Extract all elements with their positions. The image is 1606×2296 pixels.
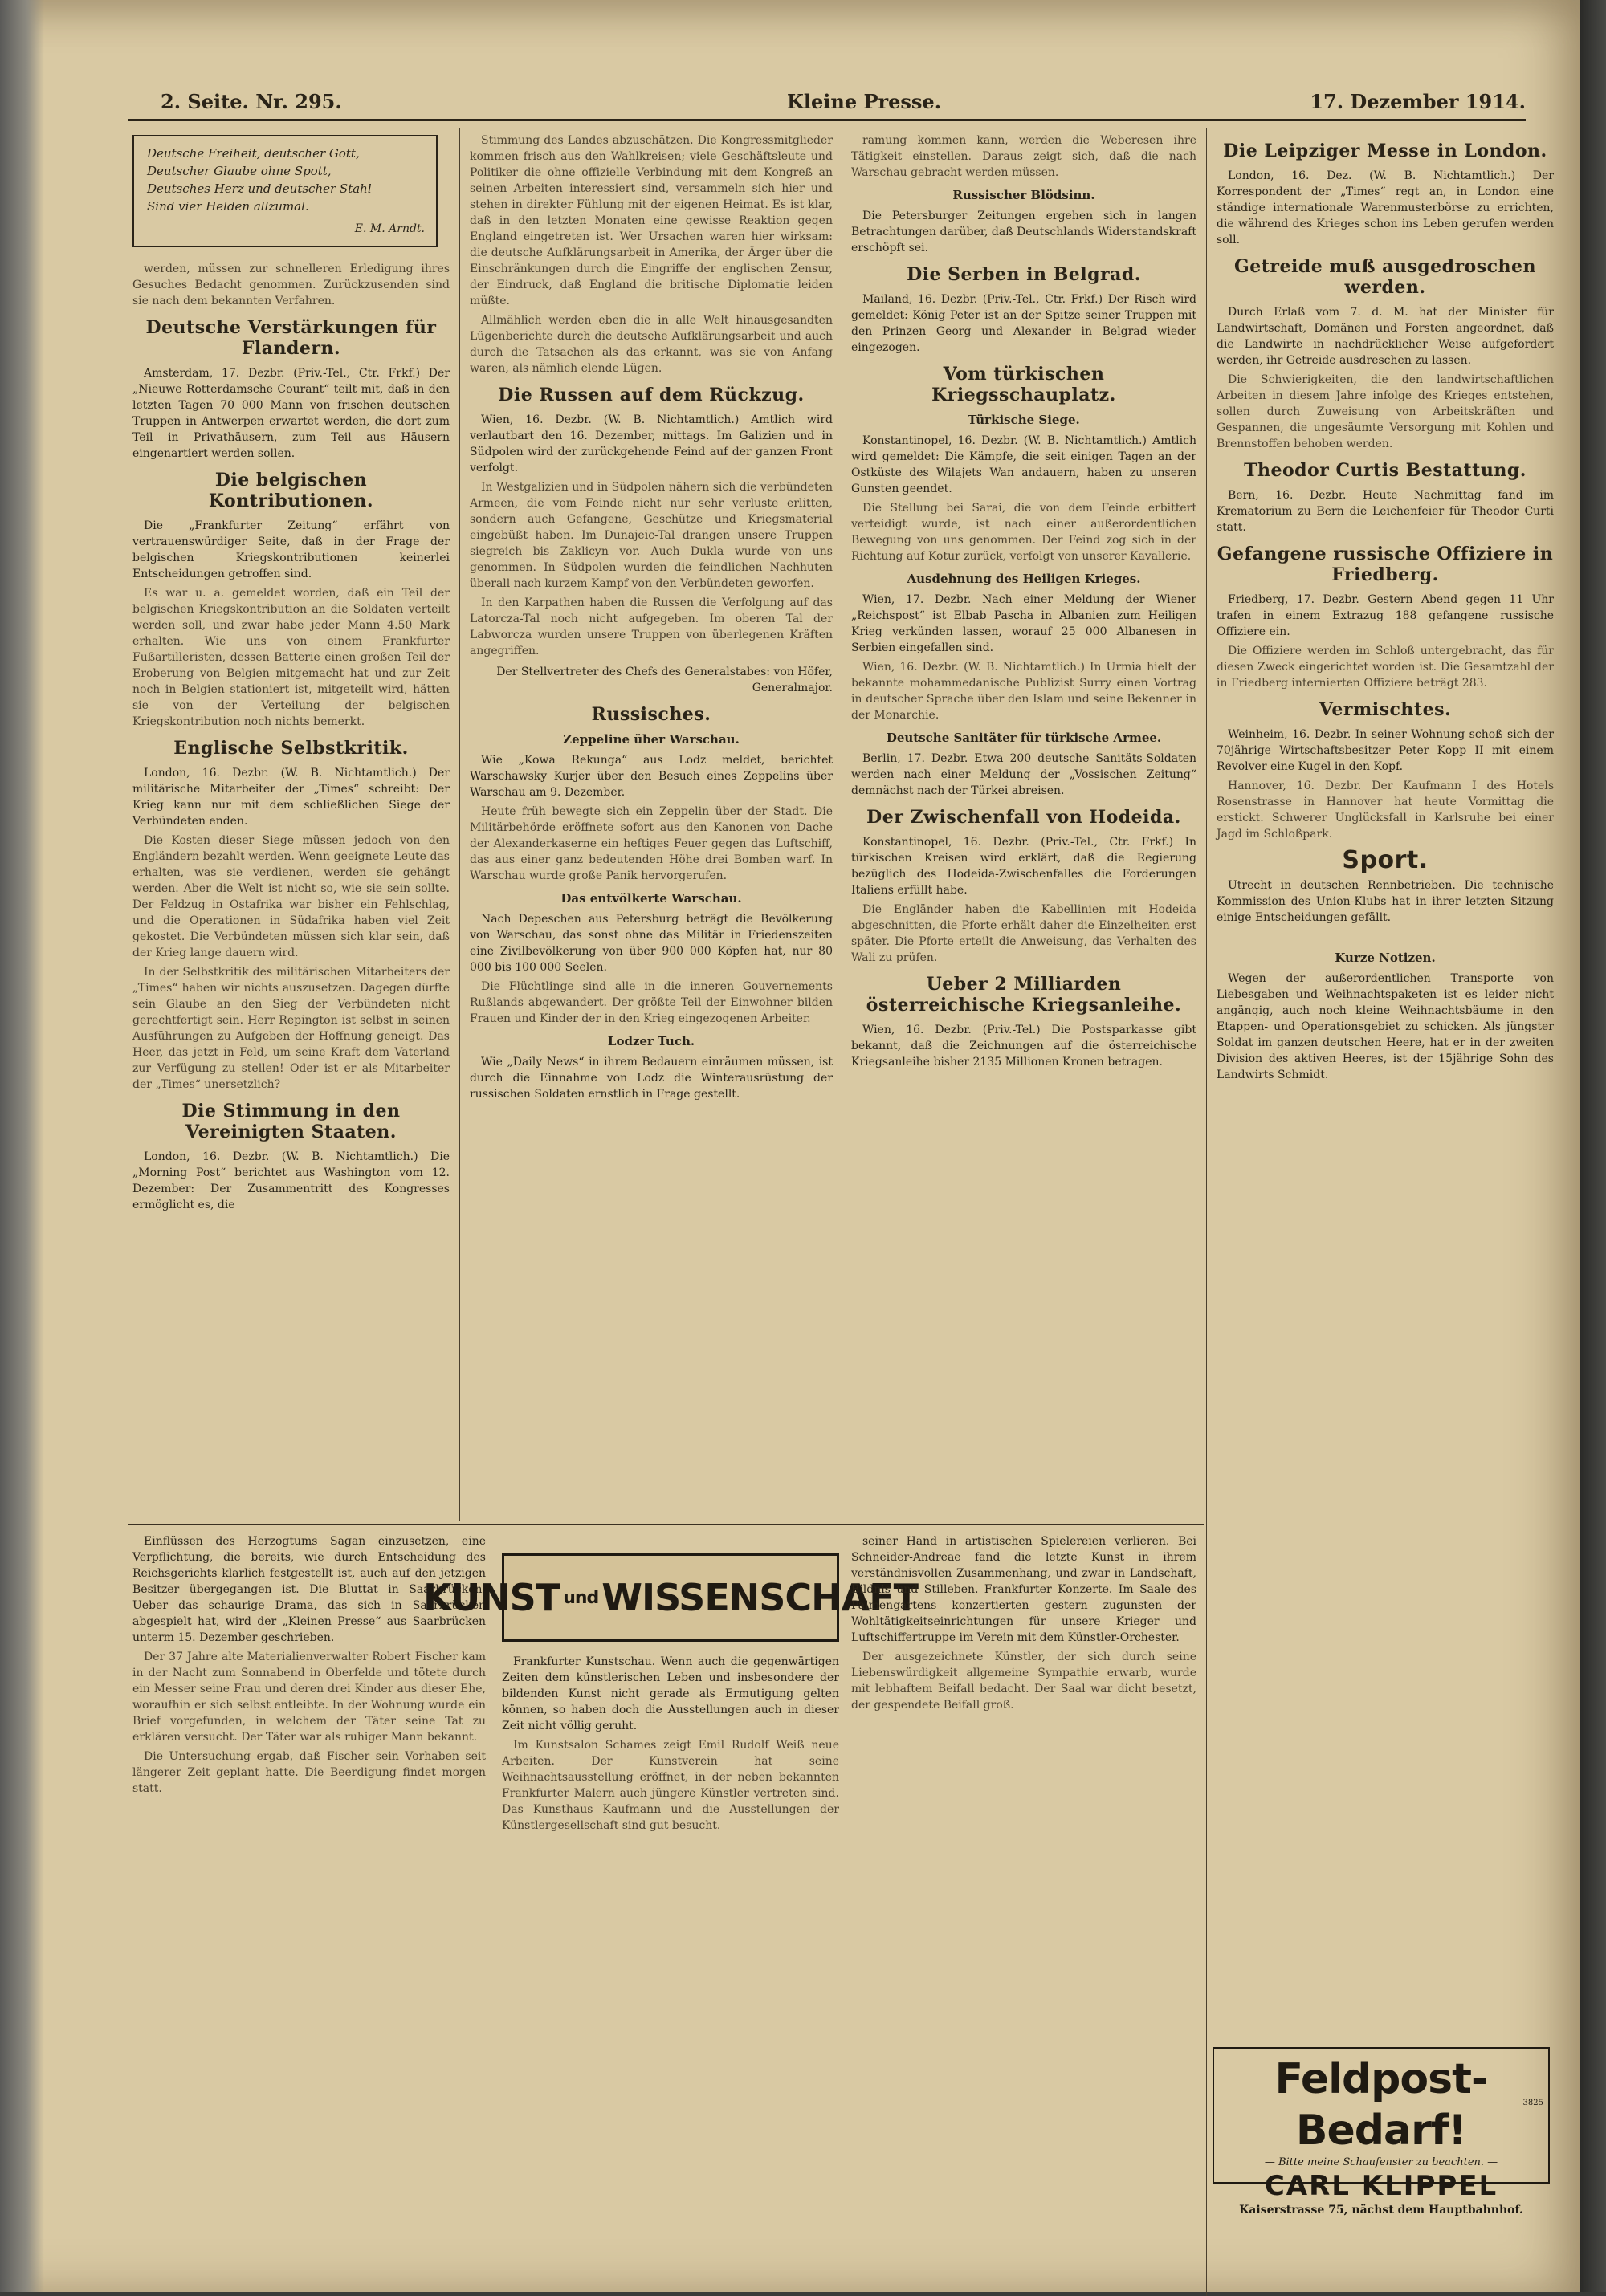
ad-code: 3825 xyxy=(1522,2099,1543,2107)
banner-word: WISSENSCHAFT xyxy=(601,1576,919,1619)
article-text: Die Petersburger Zeitungen ergehen sich in langen Betrachtungen darüber, daß Deutschlands Widerstandskraft erschöpft sei. xyxy=(851,210,1196,254)
article-text: Wie „Kowa Rekunga“ aus Lodz meldet, berichtet Warschawsky Kurjer über den Besuch eines Zeppelins über Warschau am 9. Dezember. xyxy=(470,754,833,799)
article-text: In den Karpathen haben die Russen die Verfolgung auf das Latorcza-Tal noch nicht aufgegeben. Im oberen Tal der Labworcza wurden unsere Truppen von überlegenen Kräften angegriffen. xyxy=(470,596,833,657)
subheadline: Zeppeline über Warschau. xyxy=(563,732,740,747)
article-text: Es war u. a. gemeldet worden, daß ein Teil der belgischen Kriegskontribution an die Soldaten verteilt werden soll, und zwar habe jeder Mann 4.50 Mark erhalten. Wie uns von einem Frankfurter Fußartilleristen, dessen Batterie einen großen Teil der Eroberung von Belgien mitgemacht hat und zur Zeit noch in Belgien stationiert ist, mitgeteilt wird, hätten sie von der Verteilung der belgischen Kriegskontribution noch nichts bemerkt. xyxy=(132,587,450,728)
article-text: Wien, 16. Dezbr. (W. B. Nichtamtlich.) In Urmia hielt der bekannte mohammedanische Publizist Surry einen Vortrag in deutscher Sprache über den Islam und seine Bekenner in der Monarchie. xyxy=(851,661,1196,722)
headline-russisches: Russisches. xyxy=(591,704,711,725)
page-number: 2. Seite. Nr. 295. xyxy=(161,90,342,113)
article-text: Durch Erlaß vom 7. d. M. hat der Minister für Landwirtschaft, Domänen und Forsten angeordnet, daß die Landwirte in nachdrücklicher Weise aufgefordert werden, ihr Getreide ausdreschen zu lassen. xyxy=(1217,306,1554,367)
subheadline: Türkische Siege. xyxy=(968,413,1080,427)
subheadline: Ausdehnung des Heiligen Krieges. xyxy=(907,572,1141,586)
article-text: Stimmung des Landes abzuschätzen. Die Kongressmitglieder kommen frisch aus den Wahlkreisen; viele Geschäftsleute und Politiker die ohne offizielle Verbindung mit dem Kongreß an seinen Arbeiten interessiert sind, versammeln sich hier und stehen in direkter Fühlung mit der eigenen Heimat. Es ist klar, daß in den letzten Monaten eine gewisse Reaktion gegen England eingetreten ist. Wer Ursachen waren hier wirksam: die deutsche Aufklärungsarbeit in Amerika, der Ärger über die Einschränkungen durch die Eingriffe der englischen Zensur, der Eindruck, daß England die britische Diplomatie leiden müßte. xyxy=(470,134,833,307)
article-text: ramung kommen kann, werden die Weberesen ihre Tätigkeit einstellen. Daraus zeigt sich, daß die nach Warschau gebracht werden müssen. xyxy=(851,134,1196,179)
newspaper-title: Kleine Presse. xyxy=(787,90,942,113)
article-text: Wie „Daily News“ in ihrem Bedauern einräumen müssen, ist durch die Einnahme von Lodz die Winterausrüstung der russischen Soldaten ernstlich in Frage gestellt. xyxy=(470,1056,833,1101)
headline-leipziger-messe: Die Leipziger Messe in London. xyxy=(1223,140,1547,161)
headline-russen-rueckzug: Die Russen auf dem Rückzug. xyxy=(498,385,805,405)
headline-vereinigte-staaten: Die Stimmung in den Vereinigten Staaten. xyxy=(181,1101,401,1142)
ad-note: — Bitte meine Schaufenster zu beachten. — xyxy=(1264,2156,1498,2168)
article-text: Die Offiziere werden im Schloß untergebracht, das für diesen Zweck eingerichtet worden ist. Die Gesamtzahl der in Friedberg internierten Offiziere beträgt 283. xyxy=(1217,645,1554,690)
article-text: Einflüssen des Herzogtums Sagan einzusetzen, eine Verpflichtung, die bereits, wie durch Entscheidung des Reichsgerichts klarlich festgestellt ist, auch auf den jetzigen Besitzer übergegangen ist. Die Bluttat in Saarbrücken. Ueber das schaurige Drama, das sich in Saarbrücken abgespielt hat, wird der „Kleinen Presse“ aus Saarbrücken unterm 15. Dezember geschrieben. xyxy=(132,1535,486,1644)
article-text: Wien, 17. Dezbr. Nach einer Meldung der Wiener „Reichspost“ ist Elbab Pascha in Albanien zum Heiligen Krieg verkünden lassen, worauf 25 000 Albanesen in Serbien eingefallen sind. xyxy=(851,593,1196,654)
binding-shadow xyxy=(0,0,44,2292)
headline-getreide: Getreide muß ausgedroschen werden. xyxy=(1233,256,1536,298)
article-text: Weinheim, 16. Dezbr. In seiner Wohnung schoß sich der 70jährige Wirtschaftsbesitzer Peter Kopp II mit einem Revolver eine Kugel in den Kopf. xyxy=(1217,728,1554,773)
article-text: Friedberg, 17. Dezbr. Gestern Abend gegen 11 Uhr trafen in einem Extrazug 188 gefangene russische Offiziere ein. xyxy=(1217,593,1554,638)
issue-date: 17. Dezember 1914. xyxy=(1310,90,1526,113)
subheadline: Deutsche Sanitäter für türkische Armee. xyxy=(886,731,1162,745)
article-text: Im Kunstsalon Schames zeigt Emil Rudolf Weiß neue Arbeiten. Der Kunstverein hat seine Weihnachtsausstellung eröffnet, in der neben bekannten Frankfurter Malern auch jüngere Künstler vertreten sind. Das Kunsthaus Kaufmann und die Ausstellungen der Künstlergesellschaft sind gut besucht. xyxy=(502,1739,839,1832)
article-text: London, 16. Dezbr. (W. B. Nichtamtlich.) Der militärische Mitarbeiter der „Times“ schreibt: Der Krieg kann nur mit dem schließlichen Siege der Verbündeten enden. xyxy=(132,767,450,828)
bottom-column-1 xyxy=(132,1533,486,1800)
column-rule xyxy=(459,128,460,1521)
quote-line: Sind vier Helden allzumal. xyxy=(147,199,309,214)
bottom-column-2 xyxy=(502,1654,839,1837)
headline-vermischtes: Vermischtes. xyxy=(1319,699,1452,720)
article-text: Heute früh bewegte sich ein Zeppelin über der Stadt. Die Militärbehörde eröffnete sofort aus den Kanonen von Dache der Alexanderkaserne ein heftiges Feuer gegen das Luftschiff, das aus einer ganz bedeutenden Höhe drei Bomben warf. In Warschau wurde große Panik hervorgerufen. xyxy=(470,805,833,882)
article-text: Wegen der außerordentlichen Transporte von Liebesgaben und Weihnachtspaketen ist es leider nicht angängig, auch noch kleine Weihnachtsbäume in den Etappen- und Operationsgebiet zu schicken. Als jüngster Soldat im ganzen deutschen Heere, hat er in der zweiten Division des aktiven Heeres, ist der 15jährige Sohn des Landwirts Schmidt. xyxy=(1217,972,1554,1081)
headline-tuerkischer-kriegsschauplatz: Vom türkischen Kriegsschauplatz. xyxy=(931,364,1116,405)
article-text: Utrecht in deutschen Rennbetrieben. Die technische Kommission des Union-Klubs hat in ihrer letzten Sitzung einige Entscheidungen gefällt. xyxy=(1217,879,1554,924)
column-1 xyxy=(132,261,450,1216)
article-text: Die Flüchtlinge sind alle in die inneren Gouvernements Rußlands abgewandert. Der größte Teil der Einwohner bilden Frauen und Kinder der in den Krieg eingezogenen Arbeiter. xyxy=(470,980,833,1025)
article-text: Der 37 Jahre alte Materialienverwalter Robert Fischer kam in der Nacht zum Sonnabend in Oberfelde und tötete durch ein Messer seine Frau und deren drei Kinder aus dieser Ehe, woraufhin er sich selbst entleibte. In der Wohnung wurde ein Brief vorgefunden, in welchem der Täter seine Tat zu erklären versucht. Der Täter war als ruhiger Mann bekannt. xyxy=(132,1651,486,1744)
article-text: werden, müssen zur schnelleren Erledigung ihres Gesuches Bedacht genommen. Zurückzusenden sind sie nach dem bekannten Verfahren. xyxy=(132,263,450,307)
subheadline: Das entvölkerte Warschau. xyxy=(560,891,742,906)
headline-kontributionen: Die belgischen Kontributionen. xyxy=(208,470,374,511)
article-signature: Der Stellvertreter des Chefs des Generalstabes: von Höfer, Generalmajor. xyxy=(496,666,833,694)
article-text: seiner Hand in artistischen Spielereien verlieren. Bei Schneider-Andreae fand die letzte Kunst in ihrem verständnisvollen Zusammenhang, und zwar in Landschaft, Bildnis und Stilleben. Frankfurter Konzerte. Im Saale des Palmengartens konzertierten gestern zugunsten der Wohltätigkeitseinrichtungen für unsere Krieger und Luftschiffertruppe im Verein mit dem Künstler-Orchester. xyxy=(851,1535,1196,1644)
headline-serben: Die Serben in Belgrad. xyxy=(907,264,1141,285)
bottom-column-3 xyxy=(851,1533,1196,1716)
article-text: Hannover, 16. Dezbr. Der Kaufmann I des Hotels Rosenstrasse in Hannover hat heute Vormittag die erstickt. Schwerer Unglücksfall in Karlsruhe bei einer Jagd im Schloßpark. xyxy=(1217,780,1554,841)
banner-word: und xyxy=(563,1587,599,1608)
column-3 xyxy=(851,132,1196,1073)
article-text: Konstantinopel, 16. Dezbr. (W. B. Nichtamtlich.) Amtlich wird gemeldet: Die Kämpfe, die seit einigen Tagen an der Ostküste des Wilajets Wan andauern, haben zu unseren Gunsten geendet. xyxy=(851,434,1196,495)
quote-author: E. M. Arndt. xyxy=(354,222,425,235)
article-text: Die Engländer haben die Kabellinien mit Hodeida abgeschnitten, die Pforte erhält daher die Einzelheiten erst später. Die Pforte erteilt die Anweisung, das Verhalten des Wali zu prüfen. xyxy=(851,903,1196,964)
article-text: In Westgalizien und in Südpolen nähern sich die verbündeten Armeen, die vom Feinde nicht nur sehr verluste erlitten, sondern auch Gefangene, Geschütze und Kriegsmaterial eingebüßt haben. Im Dunajeic-Tal drangen unsere Truppen siegreich bis Zaklicyn vor. Auch Dukla wurde von uns genommen. In Südpolen wurden die feindlichen Nachhuten überall nach kurzem Kampf von den Verbündeten geworfen. xyxy=(470,481,833,590)
headline-gefangene-offiziere: Gefangene russische Offiziere in Friedberg. xyxy=(1217,543,1554,585)
advertisement-feldpost xyxy=(1213,2047,1550,2217)
headline-hodeida: Der Zwischenfall von Hodeida. xyxy=(866,807,1181,828)
article-text: Berlin, 17. Dezbr. Etwa 200 deutsche Sanitäts-Soldaten werden nach einer Meldung der „Vossischen Zeitung“ demnächst nach der Türkei abreisen. xyxy=(851,752,1196,797)
ad-headline: Feldpost-Bedarf! xyxy=(1274,2055,1488,2155)
page-header xyxy=(161,90,1526,122)
article-text: Die Untersuchung ergab, daß Fischer sein Vorhaben seit längerer Zeit geplant hatte. Die Beerdigung findet morgen statt. xyxy=(132,1750,486,1795)
subheadline: Kurze Notizen. xyxy=(1335,951,1436,965)
column-2 xyxy=(470,132,833,1105)
section-rule xyxy=(128,1524,1204,1525)
headline-kriegsanleihe: Ueber 2 Milliarden österreichische Kriegsanleihe. xyxy=(866,974,1182,1016)
article-text: London, 16. Dez. (W. B. Nichtamtlich.) Der Korrespondent der „Times“ regt an, in London eine ständige internationale Warenmusterbörse zu errichten, die während des Krieges schon ins Leben gerufen werden soll. xyxy=(1217,169,1554,246)
headline-selbstkritik: Englische Selbstkritik. xyxy=(173,738,409,759)
article-text: Allmählich werden eben die in alle Welt hinausgesandten Lügenberichte durch die deutsche Aufklärungsarbeit und auch durch die Tatsachen als das erkannt, was sie von Anfang waren, als nämlich elende Lügen. xyxy=(470,314,833,375)
arndt-quote-box xyxy=(132,135,438,247)
banner-word: KUNST xyxy=(422,1576,560,1619)
page-edge xyxy=(1580,0,1606,2292)
article-text: Amsterdam, 17. Dezbr. (Priv.-Tel., Ctr. Frkf.) Der „Nieuwe Rotterdamsche Courant“ teilt mit, daß in den letzten Tagen 70 000 Mann von frischen deutschen Truppen in Antwerpen erwartet werden, die dort zum Teil in Privathäusern, zum Teil aus Häusern eingenartiert werden sollen. xyxy=(132,367,450,460)
article-text: Mailand, 16. Dezbr. (Priv.-Tel., Ctr. Frkf.) Der Risch wird gemeldet: König Peter ist an der Spitze seiner Truppen mit den Prinzen Georg und Alexander in Belgrad wieder eingezogen. xyxy=(851,293,1196,354)
subheadline: Lodzer Tuch. xyxy=(607,1034,695,1048)
headline-curti: Theodor Curtis Bestattung. xyxy=(1244,460,1527,481)
column-4 xyxy=(1217,132,1554,1086)
article-text: Wien, 16. Dezbr. (W. B. Nichtamtlich.) Amtlich wird verlautbart den 16. Dezember, mittags. Im Galizien und in Südpolen wird der zurückgehende Feind auf der ganzen Front verfolgt. xyxy=(470,413,833,474)
article-text: Die Stellung bei Sarai, die von dem Feinde erbittert verteidigt wurde, ist nach einer außerordentlichen Bewegung von uns genommen. Der Feind zog sich in der Richtung auf Kotur zurück, verfolgt von unserer Kavallerie. xyxy=(851,502,1196,563)
article-text: Die Schwierigkeiten, die den landwirtschaftlichen Arbeiten in diesem Jahre infolge des Krieges entstehen, sollen durch Zuweisung von Arbeitskräften und Gespannen, die ungesäumte Versorgung mit Kohlen und Brennstoffen behoben werden. xyxy=(1217,373,1554,450)
article-text: Bern, 16. Dezbr. Heute Nachmittag fand im Krematorium zu Bern die Leichenfeier für Theodor Curti statt. xyxy=(1217,489,1554,534)
ad-firm: CARL KLIPPEL xyxy=(1264,2170,1498,2202)
subheadline: Russischer Blödsinn. xyxy=(952,188,1095,202)
article-text: London, 16. Dezbr. (W. B. Nichtamtlich.) Die „Morning Post“ berichtet aus Washington vom 12. Dezember: Der Zusammentritt des Kongresses ermöglicht es, die xyxy=(132,1150,450,1211)
column-rule xyxy=(1206,128,1207,2296)
article-text: In der Selbstkritik des militärischen Mitarbeiters der „Times“ haben wir nichts auszusetzen. Dagegen dürfte sein Glaube an den Sieg der Verbündeten nicht gerechtfertigt sein. Herr Repington ist selbst in seinen Ausführungen zu Aufgeben der Hoffnung geneigt. Das Heer, das jetzt in Feld, um seine Kraft dem Vaterland zur Verfügung zu stellen! Oder ist er als Mitarbeiter der „Times“ unersetzlich? xyxy=(132,966,450,1091)
article-text: Frankfurter Kunstschau. Wenn auch die gegenwärtigen Zeiten dem künstlerischen Leben und insbesondere der bildenden Kunst nicht gerade als Ermutigung gelten können, so haben doch die Ausstellungen auch in dieser Zeit nicht völlig geruht. xyxy=(502,1655,839,1732)
quote-line: Deutscher Glaube ohne Spott, xyxy=(147,164,332,178)
article-text: Die Kosten dieser Siege müssen jedoch von den Engländern bezahlt werden. Wenn geeignete Leute das erhalten, was sie verdienen, werden sie gehängt werden. Aber die Welt ist nicht so, wie sie sein sollte. Der Feldzug in Ostafrika war bisher ein Fehlschlag, und die Operationen in Südafrika haben viel Zeit gekostet. Die Verbündeten müssen sich klar sein, daß der Krieg lange dauern wird. xyxy=(132,834,450,959)
ad-address: Kaiserstrasse 75, nächst dem Hauptbahnhof. xyxy=(1239,2204,1523,2217)
headline-flandern: Deutsche Verstärkungen für Flandern. xyxy=(145,317,437,359)
article-text: Der ausgezeichnete Künstler, der sich durch seine Liebenswürdigkeit allgemeine Sympathie erwarb, wurde mit lebhaftem Beifall bedacht. Der Saal war dicht besetzt, der gespendete Beifall groß. xyxy=(851,1651,1196,1712)
article-text: Konstantinopel, 16. Dezbr. (Priv.-Tel., Ctr. Frkf.) In türkischen Kreisen wird erklärt, daß die Regierung bezüglich des Hodeida-Zwischenfalles die Forderungen Italiens erfüllt habe. xyxy=(851,836,1196,897)
article-text: Wien, 16. Dezbr. (Priv.-Tel.) Die Postsparkasse gibt bekannt, daß die Zeichnungen auf die österreichische Kriegsanleihe bisher 2135 Millionen Kronen betragen. xyxy=(851,1024,1196,1069)
header-rule xyxy=(128,119,1526,121)
article-text: Nach Depeschen aus Petersburg beträgt die Bevölkerung von Warschau, das sonst ohne das Militär in Friedenszeiten eine Zivilbevölkerung von über 900 000 Köpfen hat, nur 80 000 bis 100 000 Seelen. xyxy=(470,913,833,974)
kunst-und-wissenschaft-banner xyxy=(422,1553,919,1642)
article-text: Die „Frankfurter Zeitung“ erfährt von vertrauenswürdiger Seite, daß in der Frage der belgischen Kriegskontributionen keinerlei Entscheidungen getroffen sind. xyxy=(132,519,450,580)
headline-sport: Sport. xyxy=(1342,846,1429,874)
quote-line: Deutsche Freiheit, deutscher Gott, xyxy=(147,146,360,161)
quote-line: Deutsches Herz und deutscher Stahl xyxy=(147,181,372,196)
